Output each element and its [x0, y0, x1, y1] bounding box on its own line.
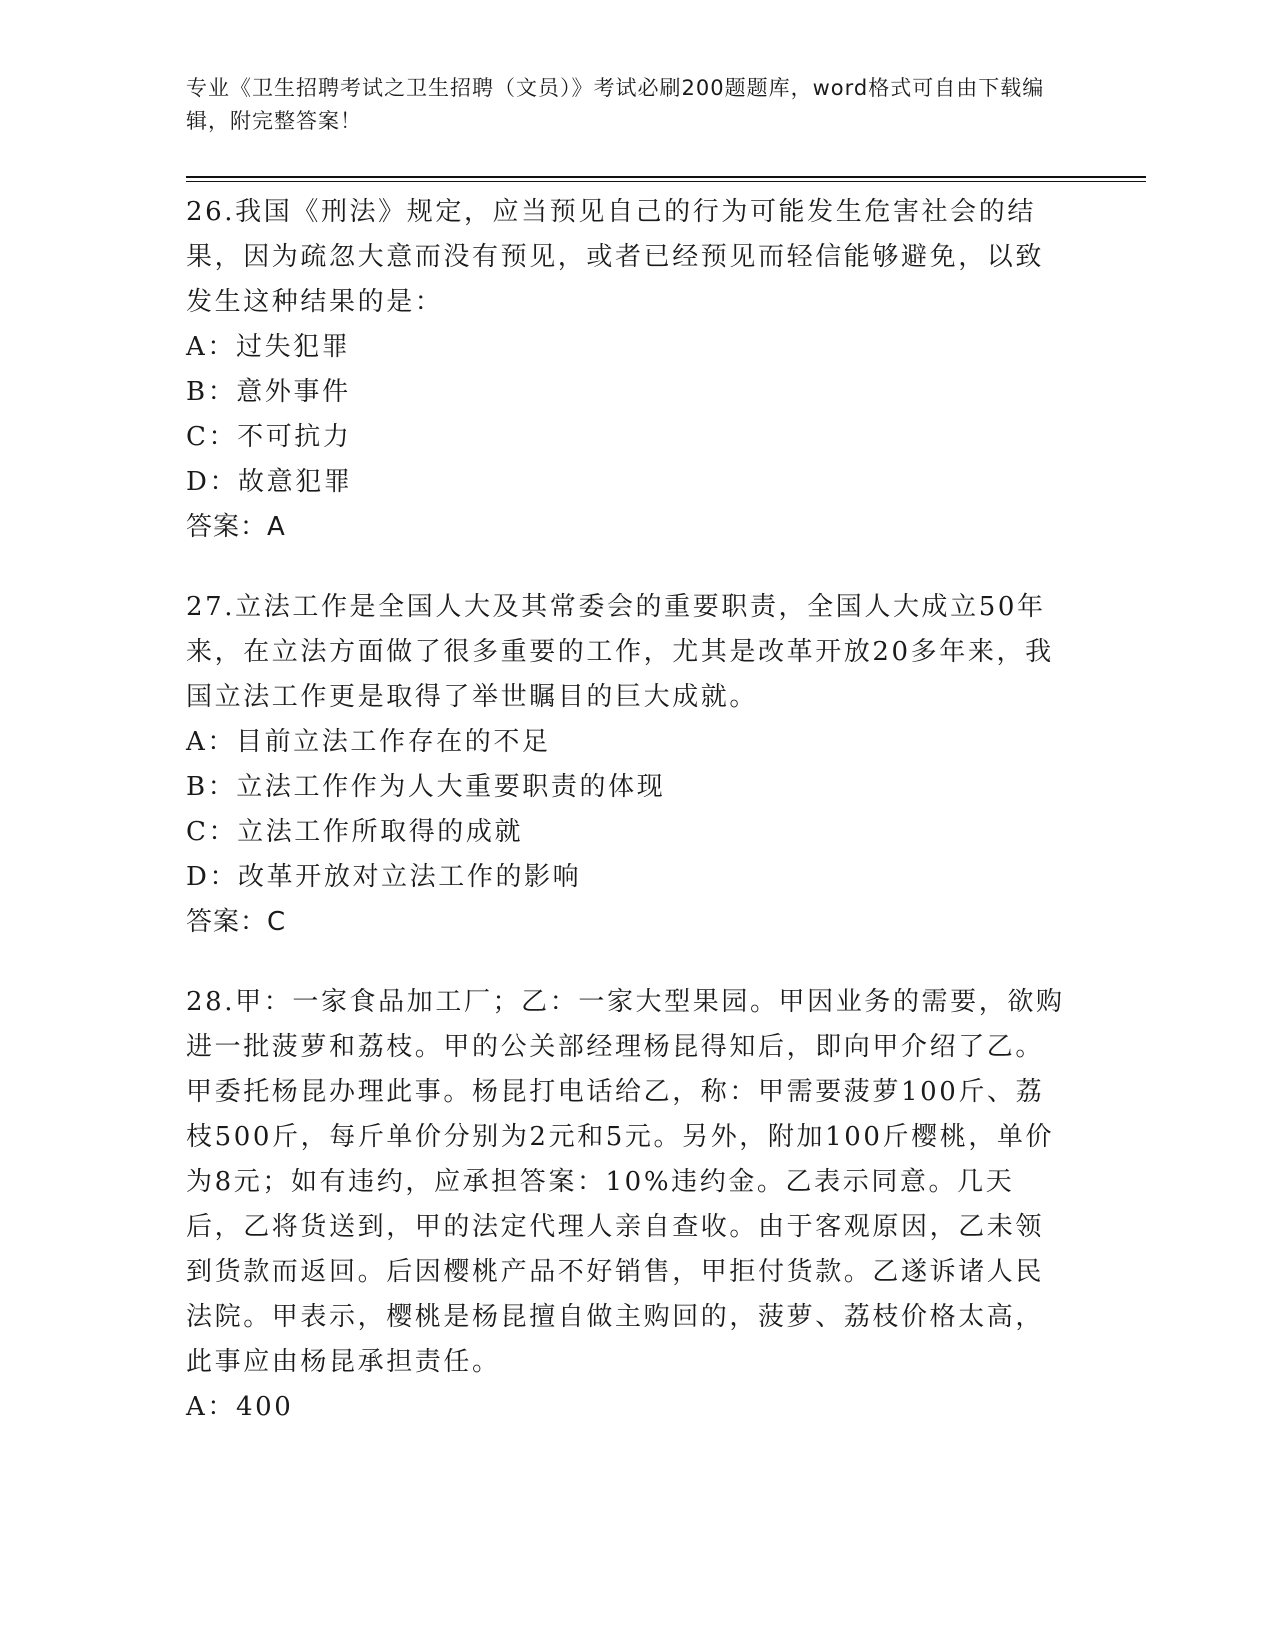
question-28	[186, 980, 1066, 1430]
option-b: B：立法工作作为人大重要职责的体现	[186, 772, 666, 802]
question-list	[186, 190, 1066, 1465]
question-stem: 28.甲：一家食品加工厂；乙：一家大型果园。甲因业务的需要，欲购进一批菠萝和荔枝。甲的公关部经理杨昆得知后，即向甲介绍了乙。甲委托杨昆办理此事。杨昆打电话给乙，称：甲需要菠萝100斤、荔枝500斤，每斤单价分别为2元和5元。另外，附加100斤樱桃，单价为8元；如有违约，应承担答案：10%违约金。乙表示同意。几天后，乙将货送到，甲的法定代理人亲自查收。由于客观原因，乙未领到货款而返回。后因樱桃产品不好销售，甲拒付货款。乙遂诉诸人民法院。甲表示，樱桃是杨昆擅自做主购回的，菠萝、荔枝价格太高，此事应由杨昆承担责任。	[186, 987, 1065, 1377]
option-a: A：400	[186, 1392, 294, 1422]
option-a: A：过失犯罪	[186, 332, 351, 362]
option-b: B：意外事件	[186, 377, 351, 407]
question-27	[186, 585, 1066, 945]
option-c: C：立法工作所取得的成就	[186, 817, 524, 847]
option-a: A：目前立法工作存在的不足	[186, 727, 551, 757]
header-rule-thick	[186, 176, 1146, 178]
page-header: 专业《卫生招聘考试之卫生招聘（文员）》考试必刷200题题库，word格式可自由下载编辑，附完整答案！	[186, 76, 1045, 133]
question-stem: 27.立法工作是全国人大及其常委会的重要职责，全国人大成立50年来，在立法方面做了很多重要的工作，尤其是改革开放20多年来，我国立法工作更是取得了举世瞩目的巨大成就。	[186, 592, 1054, 712]
option-d: D：改革开放对立法工作的影响	[186, 862, 582, 892]
question-stem: 26.我国《刑法》规定，应当预见自己的行为可能发生危害社会的结果，因为疏忽大意而没有预见，或者已经预见而轻信能够避免，以致发生这种结果的是：	[186, 197, 1045, 317]
question-26	[186, 190, 1066, 550]
header-rule-thin	[186, 181, 1146, 182]
option-c: C：不可抗力	[186, 422, 352, 452]
option-d: D：故意犯罪	[186, 467, 353, 497]
answer: 答案：C	[186, 907, 287, 937]
answer: 答案：A	[186, 512, 286, 542]
